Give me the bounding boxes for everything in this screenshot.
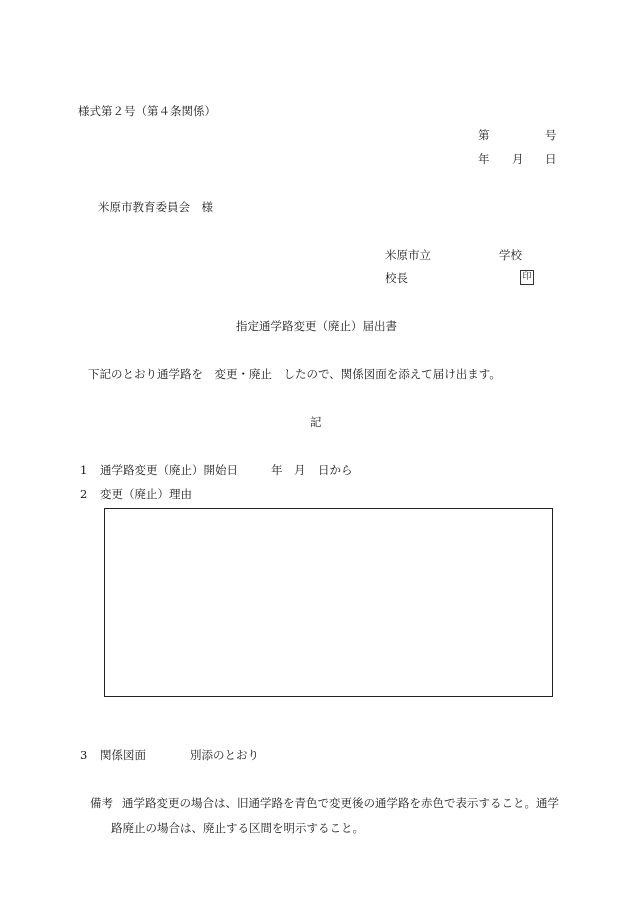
reason-input-box[interactable] (104, 508, 553, 697)
form-number: 様式第２号（第４条関係） (78, 104, 216, 118)
document-title: 指定通学路変更（廃止）届出書 (236, 319, 397, 333)
date-year: 年 (478, 152, 490, 166)
remarks-label: 備考 (90, 796, 113, 810)
addressee: 米原市教育委員会 様 (98, 200, 213, 214)
doc-number-suffix: 号 (545, 128, 557, 142)
body-text: 下記のとおり通学路を 変更・廃止 したので、関係図面を添えて届け出ます。 (88, 367, 501, 381)
item3-number: 3 (80, 748, 88, 762)
item3-value: 別添のとおり (190, 748, 259, 762)
ki-heading: 記 (310, 415, 322, 429)
city-school-prefix: 米原市立 (385, 248, 431, 262)
item1-month: 月 (294, 463, 306, 477)
date-day: 日 (545, 152, 557, 166)
item1-label: 通学路変更（廃止）開始日 (100, 463, 238, 477)
item1-year: 年 (271, 463, 283, 477)
principal-label: 校長 (385, 271, 408, 285)
item1-day-from: 日から (318, 463, 353, 477)
item2-label: 変更（廃止）理由 (100, 487, 192, 501)
seal-mark: 印 (520, 270, 534, 285)
remarks-line2: 路廃止の場合は、廃止する区間を明示すること。 (111, 821, 364, 835)
remarks-line1: 通学路変更の場合は、旧通学路を青色で変更後の通学路を赤色で表示すること。通学 (122, 796, 559, 810)
item1-number: 1 (80, 463, 88, 477)
item2-number: 2 (80, 487, 88, 501)
date-month: 月 (512, 152, 524, 166)
item3-label: 関係図面 (100, 748, 146, 762)
school-suffix: 学校 (499, 248, 522, 262)
doc-number-prefix: 第 (478, 128, 490, 142)
